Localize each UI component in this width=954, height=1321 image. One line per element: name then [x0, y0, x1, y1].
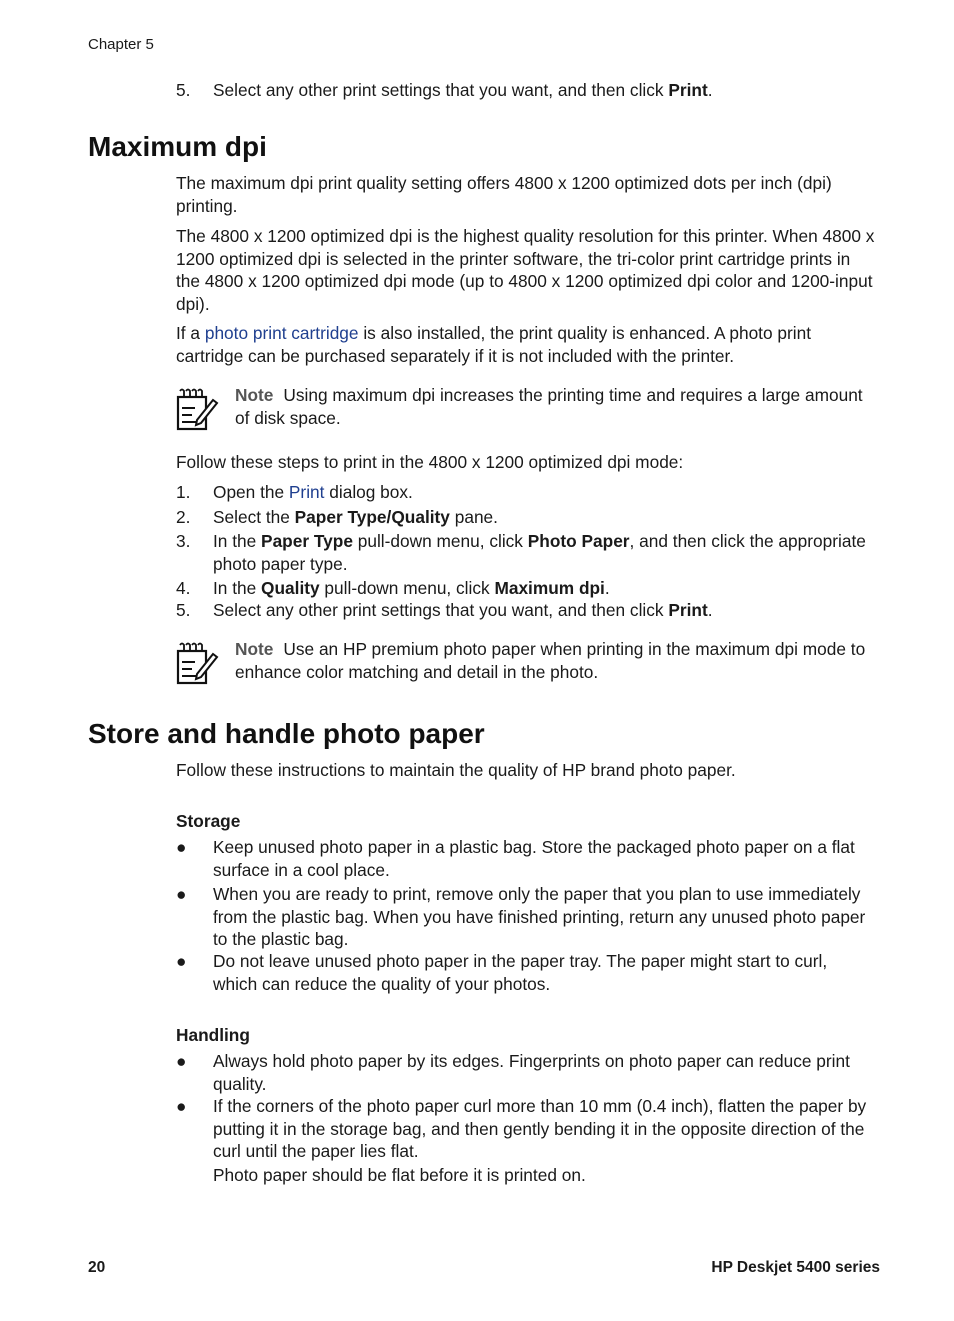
note-icon [175, 642, 219, 686]
step-text-end: dialog box. [324, 482, 413, 502]
step-text: Select any other print settings that you want, and then click [213, 600, 669, 620]
step-text-end: . [707, 80, 713, 100]
paper-type-quality-term: Paper Type/Quality [294, 507, 450, 527]
step-number: 5. [176, 600, 191, 620]
bullet-text: Always hold photo paper by its edges. Fingerprints on photo paper can reduce print quality. [213, 1051, 850, 1094]
storage-heading: Storage [176, 811, 241, 831]
step-text: In the [213, 531, 262, 551]
quality-term: Quality [261, 578, 320, 598]
step-text: Open the [213, 482, 289, 502]
step-text: pull-down menu, click [319, 578, 495, 598]
note-text: Using maximum dpi increases the printing time and requires a large amount of disk space. [235, 385, 863, 428]
chapter-header: Chapter 5 [88, 36, 154, 53]
storage-item [176, 883, 876, 951]
step-number: 4. [176, 578, 191, 598]
handling-item [176, 1095, 876, 1163]
step-text-end: , and then click the appropriate photo paper type. [213, 531, 866, 574]
note-premium-paper [235, 638, 875, 683]
bullet: ● [176, 1051, 187, 1071]
photo-print-cartridge-link[interactable]: photo print cartridge [204, 323, 359, 343]
step-text-end: . [707, 600, 713, 620]
print-dialog-link[interactable]: Print [288, 482, 325, 502]
paragraph-intro: The maximum dpi print quality setting offers 4800 x 1200 optimized dots per inch (dpi) printing. [176, 173, 832, 216]
step-text-end: pane. [449, 507, 498, 527]
section-title-store-handle: Store and handle photo paper [88, 718, 485, 749]
step-text-end: . [604, 578, 610, 598]
section-title-maximum-dpi: Maximum dpi [88, 131, 267, 162]
storage-item [176, 950, 876, 995]
step-3 [176, 530, 876, 575]
text-segment: is also installed, the print quality is enhanced. A photo print cartridge can be purchased separately if it is not included with the printer. [176, 323, 812, 366]
step-text: pull-down menu, click [352, 531, 528, 551]
step-text: Select any other print settings that you want, and then click [213, 80, 669, 100]
top-step-5 [176, 79, 876, 102]
bullet-text: If the corners of the photo paper curl more than 10 mm (0.4 inch), flatten the paper by putting it in the storage bag, and then gently bending it in the opposite direction of the curl until the paper lies flat. [213, 1096, 867, 1161]
steps-intro: Follow these steps to print in the 4800 x 1200 optimized dpi mode: [176, 452, 684, 472]
handling-heading: Handling [176, 1025, 250, 1045]
handling-extra [176, 1164, 876, 1187]
step-number: 1. [176, 482, 191, 502]
bullet: ● [176, 837, 187, 857]
step-number: 5. [176, 80, 191, 100]
bullet-text: Do not leave unused photo paper in the paper tray. The paper might start to curl, which can reduce the quality of your photos. [213, 951, 828, 994]
step-text: Select the [213, 507, 295, 527]
print-term: Print [668, 600, 708, 620]
page-number: 20 [88, 1259, 106, 1276]
photo-paper-term: Photo Paper [527, 531, 630, 551]
maximum-dpi-term: Maximum dpi [494, 578, 605, 598]
step-4 [176, 577, 876, 600]
handling-item [176, 1050, 876, 1095]
note-text: Use an HP premium photo paper when printing in the maximum dpi mode to enhance color matching and detail in the photo. [235, 639, 866, 682]
step-number: 2. [176, 507, 191, 527]
product-name: HP Deskjet 5400 series [711, 1259, 880, 1276]
step-2 [176, 506, 876, 529]
text-segment: If a [176, 323, 205, 343]
section2-intro: Follow these instructions to maintain the quality of HP brand photo paper. [176, 760, 736, 780]
paragraph-resolution: The 4800 x 1200 optimized dpi is the highest quality resolution for this printer. When 4800 x 1200 optimized dpi is selected in the printer software, the tri-color print cartridge prints in the 4800 x 1200 optimized dpi mode (up to 4800 x 1200 optimized dpi color and 1200-input dpi). [176, 226, 875, 314]
note-maximum-dpi [235, 384, 875, 429]
paper-type-term: Paper Type [261, 531, 353, 551]
paragraph-photo-cartridge [176, 322, 876, 367]
bullet-text: When you are ready to print, remove only the paper that you plan to use immediately from the plastic bag. When you have finished printing, return any unused photo paper to the plastic bag. [213, 884, 866, 949]
step-1 [176, 481, 876, 504]
bullet: ● [176, 884, 187, 904]
bullet: ● [176, 1096, 187, 1116]
step-5 [176, 599, 876, 622]
note-label: Note [235, 385, 274, 405]
step-text: In the [213, 578, 262, 598]
bullet: ● [176, 951, 187, 971]
print-term: Print [668, 80, 708, 100]
note-icon [175, 388, 219, 432]
extra-text: Photo paper should be flat before it is printed on. [213, 1165, 586, 1185]
bullet-text: Keep unused photo paper in a plastic bag. Store the packaged photo paper on a flat surface in a cool place. [213, 837, 855, 880]
note-label: Note [235, 639, 274, 659]
storage-item [176, 836, 876, 881]
step-number: 3. [176, 531, 191, 551]
